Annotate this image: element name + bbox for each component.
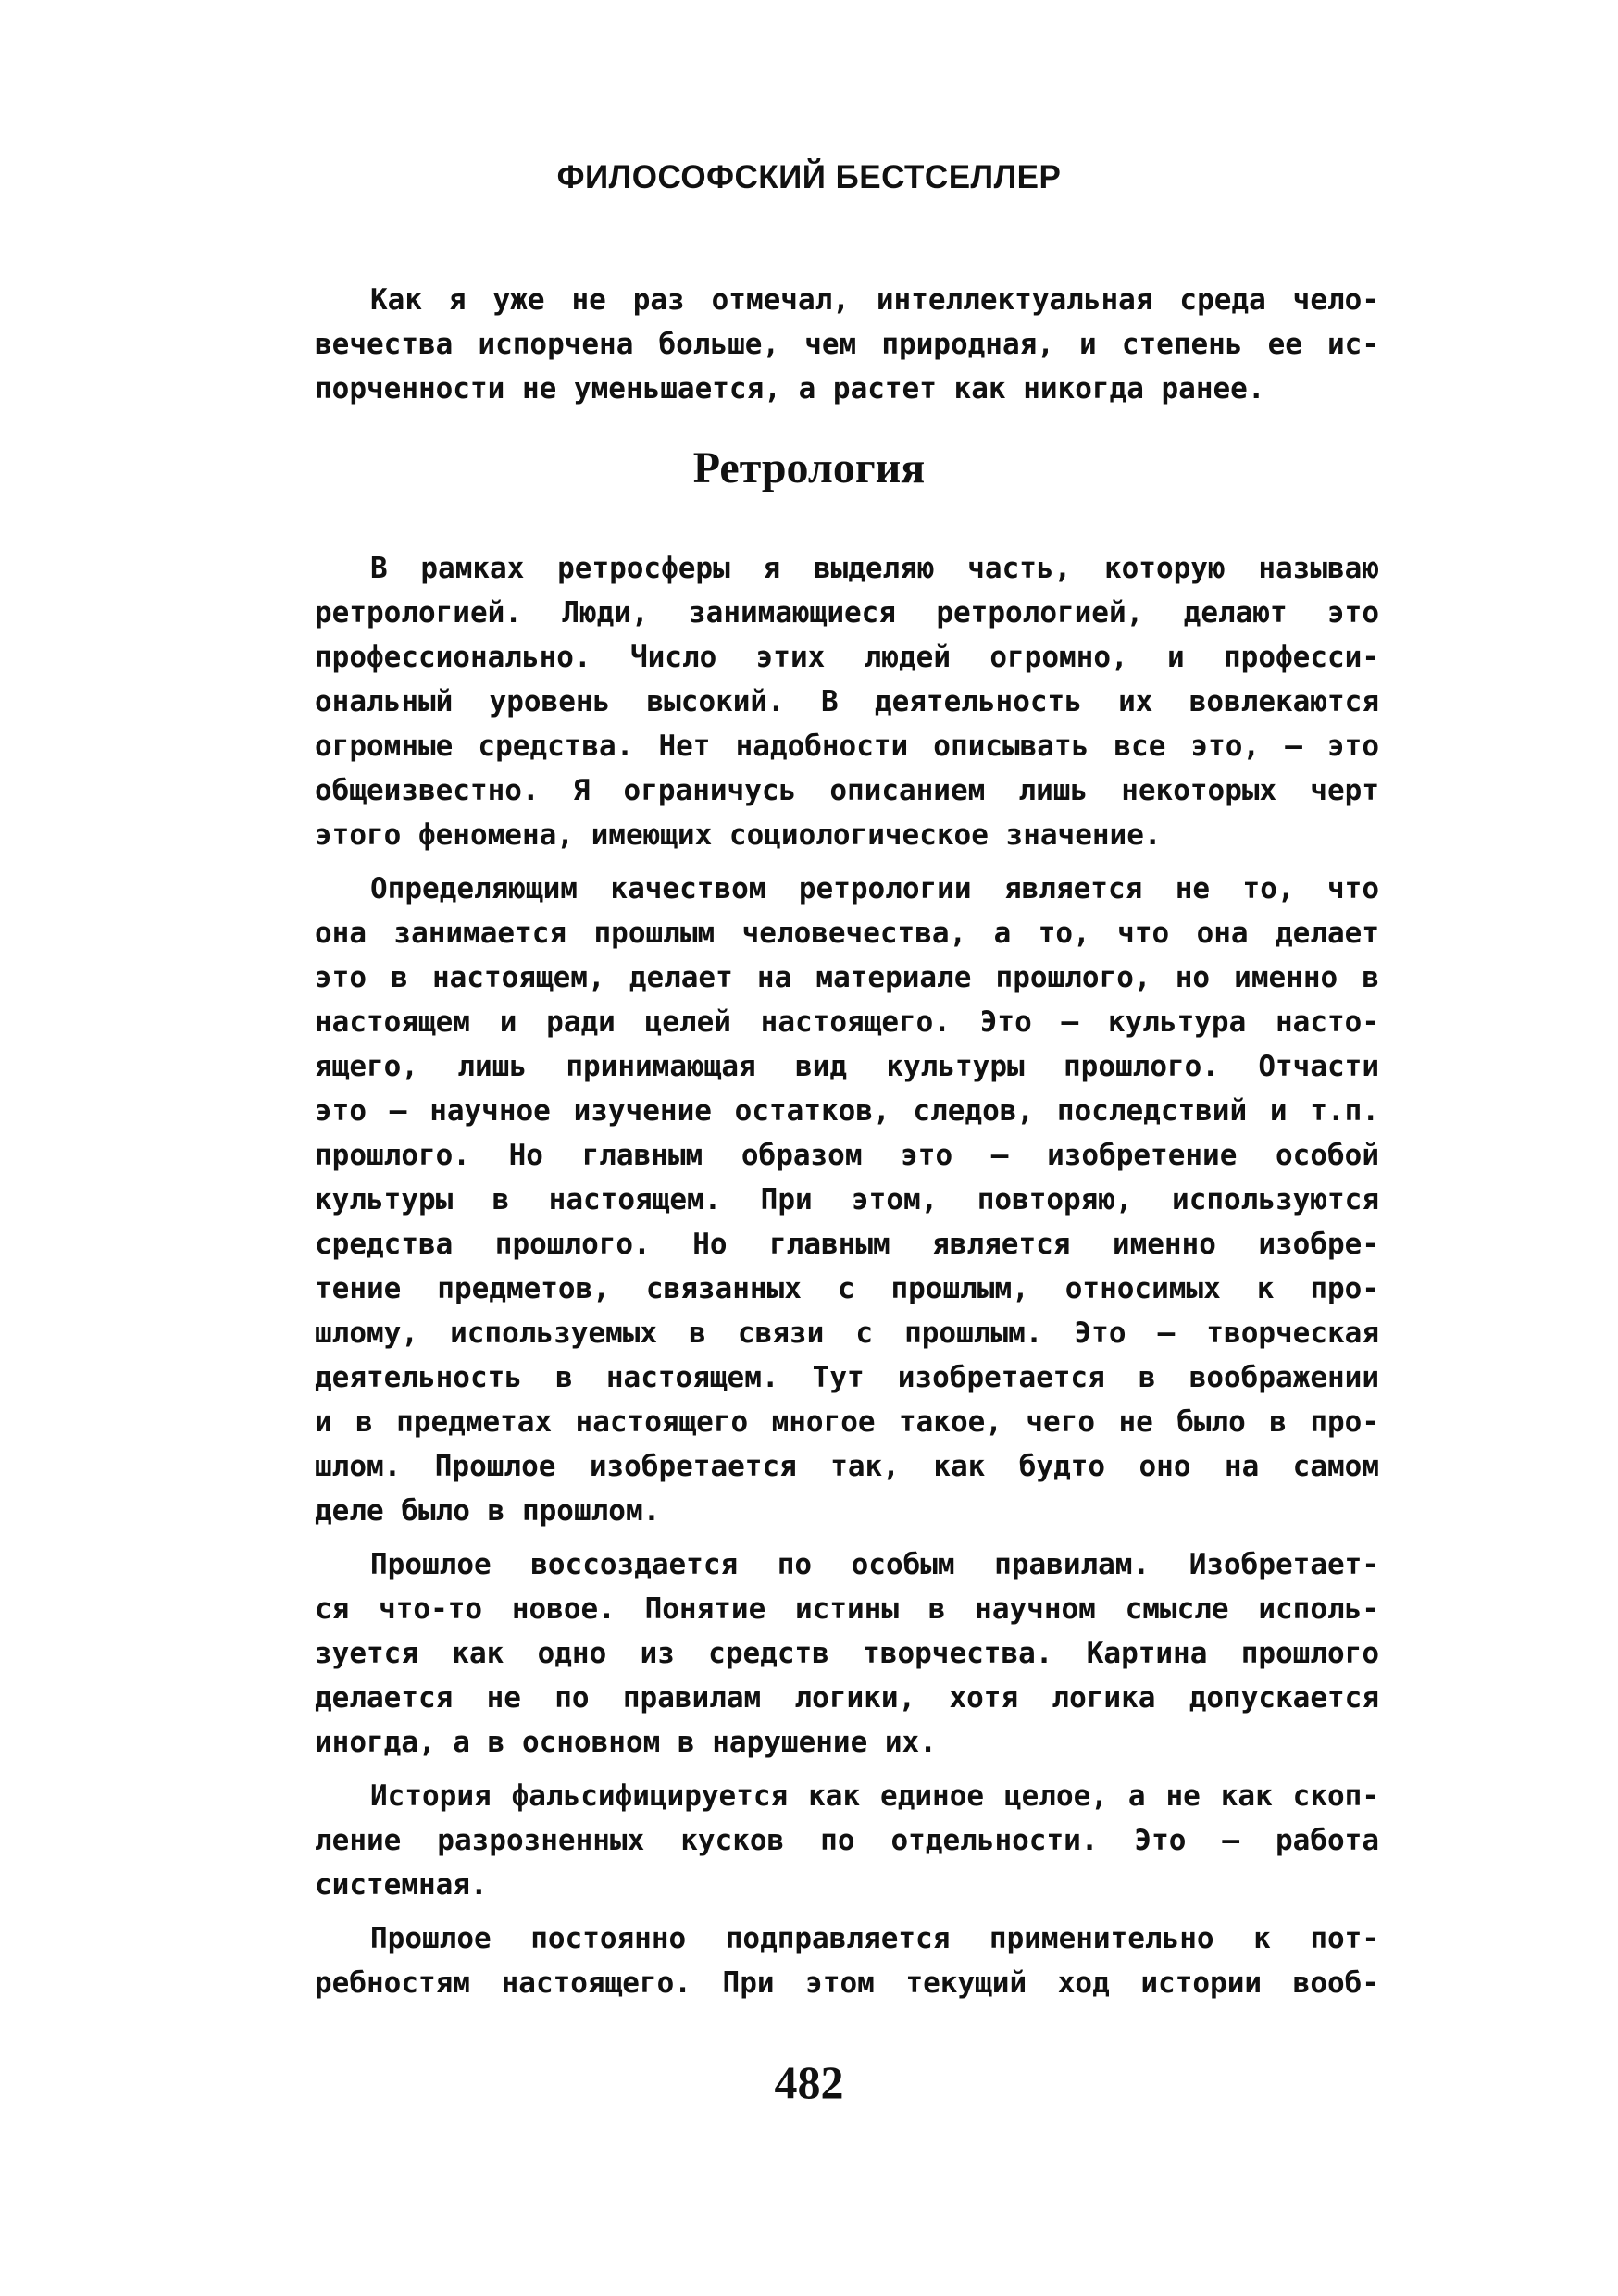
text-line: ребностям настоящего. При этом текущий ход истории вооб- (315, 1966, 1379, 2000)
section-heading: Ретрология (692, 443, 926, 493)
text-line: вечества испорчена больше, чем природная, и степень ее ис- (315, 328, 1379, 361)
running-title: ФИЛОСОФСКИЙ БЕСТСЕЛЛЕР (556, 159, 1062, 195)
text-line: деятельность в настоящем. Тут изобретается в воображении (315, 1361, 1379, 1394)
body-text (315, 546, 1379, 2015)
text-line: этого феномена, имеющих социологическое значение. (315, 818, 1162, 852)
text-line: это — научное изучение остатков, следов, последствий и т.п. (315, 1094, 1379, 1128)
text-line: порченности не уменьшается, а растет как никогда ранее. (315, 372, 1265, 406)
text-line: культуры в настоящем. При этом, повторяю, используются (315, 1183, 1379, 1217)
text-line: иногда, а в основном в нарушение их. (315, 1726, 937, 1759)
body-paragraph (315, 546, 1379, 857)
body-paragraph (315, 1774, 1379, 1907)
text-line: и в предметах настоящего многое такое, чего не было в про- (315, 1405, 1379, 1439)
text-line: ся что-то новое. Понятие истины в научном смысле исполь- (315, 1592, 1379, 1626)
text-line: настоящем и ради целей настоящего. Это — культура насто- (315, 1005, 1379, 1039)
text-line: Прошлое воссоздается по особым правилам. Изобретает- (370, 1548, 1379, 1581)
text-line: В рамках ретросферы я выделяю часть, которую называю (370, 552, 1379, 585)
text-line: Как я уже не раз отмечал, интеллектуальная среда чело- (370, 283, 1379, 317)
text-line: делается не по правилам логики, хотя логика допускается (315, 1681, 1379, 1715)
text-line: системная. (315, 1868, 488, 1902)
text-line: она занимается прошлым человечества, а то, что она делает (315, 917, 1379, 950)
body-paragraph (315, 1542, 1379, 1765)
text-line: зуется как одно из средств творчества. Картина прошлого (315, 1637, 1379, 1670)
text-line: Прошлое постоянно подправляется применительно к пот- (370, 1922, 1379, 1955)
page-number: 482 (774, 2056, 844, 2108)
text-line: прошлого. Но главным образом это — изобретение особой (315, 1139, 1379, 1172)
text-line: ретрологией. Люди, занимающиеся ретрологией, делают это (315, 596, 1379, 630)
text-line: профессионально. Число этих людей огромно, и професси- (315, 641, 1379, 674)
text-line: шлому, используемых в связи с прошлым. Это — творческая (315, 1316, 1379, 1350)
text-line: это в настоящем, делает на материале прошлого, но именно в (315, 961, 1379, 994)
text-line: ление разрозненных кусков по отдельности. Это — работа (315, 1824, 1379, 1857)
text-line: средства прошлого. Но главным является именно изобре- (315, 1228, 1379, 1261)
text-line: деле было в прошлом. (315, 1494, 661, 1528)
text-line: шлом. Прошлое изобретается так, как будто оно на самом (315, 1450, 1379, 1483)
text-line: Определяющим качеством ретрологии является не то, что (370, 872, 1379, 905)
text-line: общеизвестно. Я ограничусь описанием лишь некоторых черт (315, 774, 1379, 807)
intro-paragraph (315, 278, 1379, 411)
body-paragraph (315, 867, 1379, 1533)
text-line: ональный уровень высокий. В деятельность их вовлекаются (315, 685, 1379, 718)
text-line: тение предметов, связанных с прошлым, относимых к про- (315, 1272, 1379, 1305)
body-paragraph (315, 1916, 1379, 2005)
text-line: ящего, лишь принимающая вид культуры прошлого. Отчасти (315, 1050, 1379, 1083)
text-line: огромные средства. Нет надобности описывать все это, — это (315, 730, 1379, 763)
text-line: История фальсифицируется как единое целое, а не как скоп- (370, 1779, 1379, 1813)
